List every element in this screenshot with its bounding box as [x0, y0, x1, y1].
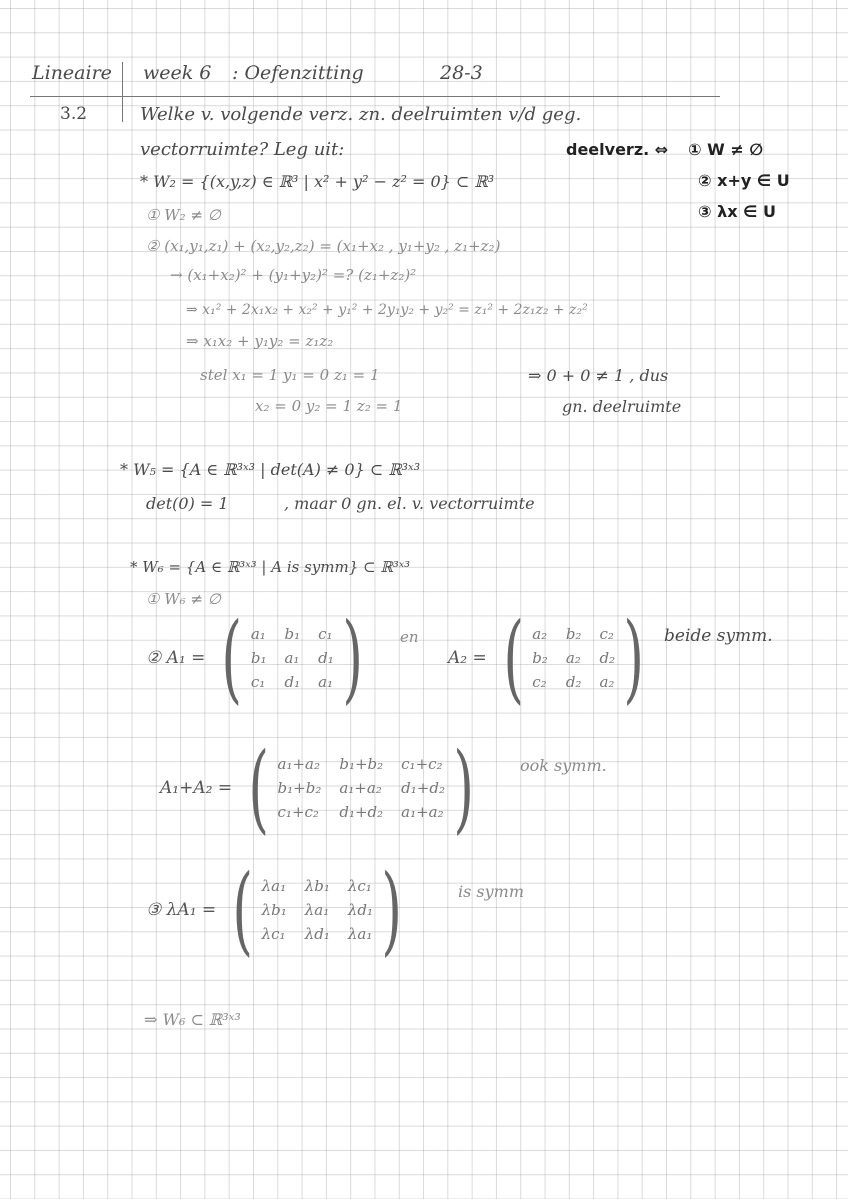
criteria-title: deelverz. ⇔	[566, 140, 669, 159]
w2-step-expand: ⇒ x₁² + 2x₁x₂ + x₂² + y₁² + 2y₁y₂ + y₂² = z₁² + 2z₁z₂ + z₂²	[186, 302, 588, 318]
matrix-sum	[160, 732, 482, 844]
matrix-cell: b₁+b₂	[277, 779, 322, 797]
right-bracket: )	[453, 732, 474, 844]
w2-counterexample-1: stel x₁ = 1 y₁ = 0 z₁ = 1	[200, 366, 380, 384]
w2-step-square: → (x₁+x₂)² + (y₁+y₂)² =? (z₁+z₂)²	[170, 266, 417, 284]
w6-step-nonempty: ① W₆ ≠ ∅	[146, 590, 221, 608]
right-bracket: )	[381, 854, 403, 966]
matrix-scalar-cells	[262, 877, 373, 943]
matrix-scalar	[146, 854, 410, 966]
matrix-cell: a₁	[318, 673, 334, 691]
left-bracket: (	[503, 602, 524, 714]
w2-conclusion-1: ⇒ 0 + 0 ≠ 1 , dus	[528, 366, 669, 385]
matrix-cell: a₁+a₂	[401, 803, 444, 821]
matrix-a1-cells	[251, 625, 334, 691]
w6-en: en	[400, 628, 419, 646]
matrix-cell: c₂	[599, 625, 614, 643]
margin-line	[122, 62, 123, 122]
matrix-cell: d₂	[599, 649, 616, 667]
matrix-scalar-label: ③ λA₁ =	[146, 900, 217, 920]
matrix-cell: d₁	[284, 673, 301, 691]
w2-step-sum: ② (x₁,y₁,z₁) + (x₂,y₂,z₂) = (x₁+x₂ , y₁+y₂ , z₁+z₂)	[146, 237, 501, 255]
matrix-cell: c₁	[250, 673, 266, 691]
matrix-cell: a₂	[532, 625, 548, 643]
week-label: week 6	[143, 62, 212, 84]
right-bracket: )	[623, 602, 645, 714]
matrix-cell: λd₁	[304, 925, 330, 943]
w6-is-symm: is symm	[458, 882, 525, 901]
session-label: : Oefenzitting	[232, 62, 364, 84]
w6-conclusion: ⇒ W₆ ⊂ ℝ³ˣ³	[144, 1010, 241, 1029]
question-line-2: vectorruimte? Leg uit:	[140, 139, 345, 160]
matrix-cell: λd₁	[347, 901, 373, 919]
w6-definition: * W₆ = {A ∈ ℝ³ˣ³ | A is symm} ⊂ ℝ³ˣ³	[130, 558, 411, 576]
matrix-cell: λa₁	[261, 877, 287, 895]
matrix-cell: λb₁	[304, 877, 330, 895]
left-bracket: (	[248, 732, 270, 844]
matrix-cell: a₁+a₂	[277, 755, 321, 773]
matrix-cell: b₁	[284, 625, 301, 643]
matrix-a2-cells	[532, 625, 615, 691]
matrix-a1-label: ② A₁ =	[146, 648, 206, 668]
matrix-cell: c₁+c₂	[277, 803, 319, 821]
w2-step-simplify: ⇒ x₁x₂ + y₁y₂ = z₁z₂	[186, 332, 334, 350]
matrix-sum-cells	[278, 755, 445, 821]
matrix-sum-label: A₁+A₂ =	[160, 778, 233, 798]
left-bracket: (	[232, 854, 254, 966]
matrix-cell: b₁	[250, 649, 267, 667]
criteria-sum-closed: ② x+y ∈ U	[698, 171, 790, 190]
matrix-cell: b₁+b₂	[339, 755, 384, 773]
w2-step-nonempty: ① W₂ ≠ ∅	[146, 206, 221, 224]
matrix-cell: c₁	[318, 625, 333, 643]
matrix-a2-label: A₂ =	[448, 648, 487, 668]
matrix-cell: λc₁	[347, 877, 372, 895]
w2-definition: * W₂ = {(x,y,z) ∈ ℝ³ | x² + y² − z² = 0} ⊂ ℝ³	[140, 172, 495, 191]
w6-also-symm: ook symm.	[520, 756, 607, 775]
left-bracket: (	[221, 602, 243, 714]
matrix-cell: b₂	[532, 649, 548, 667]
matrix-cell: c₁+c₂	[401, 755, 443, 773]
exercise-number: 3.2	[60, 104, 88, 124]
w5-note-reason: , maar 0 gn. el. v. vectorruimte	[284, 494, 535, 513]
matrix-cell: λc₁	[261, 925, 286, 943]
right-bracket: )	[342, 602, 363, 714]
w2-conclusion-2: gn. deelruimte	[562, 397, 682, 416]
w6-both-symm: beide symm.	[664, 626, 773, 646]
matrix-cell: c₂	[532, 673, 547, 691]
session-date: 28-3	[440, 62, 483, 84]
matrix-cell: a₁	[250, 625, 266, 643]
matrix-a1	[146, 602, 371, 714]
question-line-1: Welke v. volgende verz. zn. deelruimten v/d geg.	[140, 104, 582, 125]
matrix-cell: d₂	[565, 673, 582, 691]
matrix-cell: λb₁	[261, 901, 287, 919]
w5-note-det: det(0) = 1	[146, 494, 229, 513]
w5-definition: * W₅ = {A ∈ ℝ³ˣ³ | det(A) ≠ 0} ⊂ ℝ³ˣ³	[120, 460, 421, 479]
course-title: Lineaire	[32, 62, 112, 84]
matrix-cell: a₁	[284, 649, 300, 667]
criteria-nonempty: ① W ≠ ∅	[688, 140, 764, 159]
matrix-cell: d₁+d₂	[339, 803, 384, 821]
matrix-cell: a₂	[599, 673, 615, 691]
matrix-cell: λa₁	[347, 925, 373, 943]
matrix-cell: d₁	[318, 649, 334, 667]
matrix-cell: a₁+a₂	[339, 779, 382, 797]
criteria-scalar-closed: ③ λx ∈ U	[698, 202, 777, 221]
matrix-a2	[448, 602, 653, 714]
matrix-cell: λa₁	[304, 901, 330, 919]
header-underline	[30, 96, 720, 97]
matrix-cell: a₂	[565, 649, 581, 667]
matrix-cell: b₂	[565, 625, 582, 643]
w2-counterexample-2: x₂ = 0 y₂ = 1 z₂ = 1	[255, 397, 403, 415]
matrix-cell: d₁+d₂	[401, 779, 445, 797]
